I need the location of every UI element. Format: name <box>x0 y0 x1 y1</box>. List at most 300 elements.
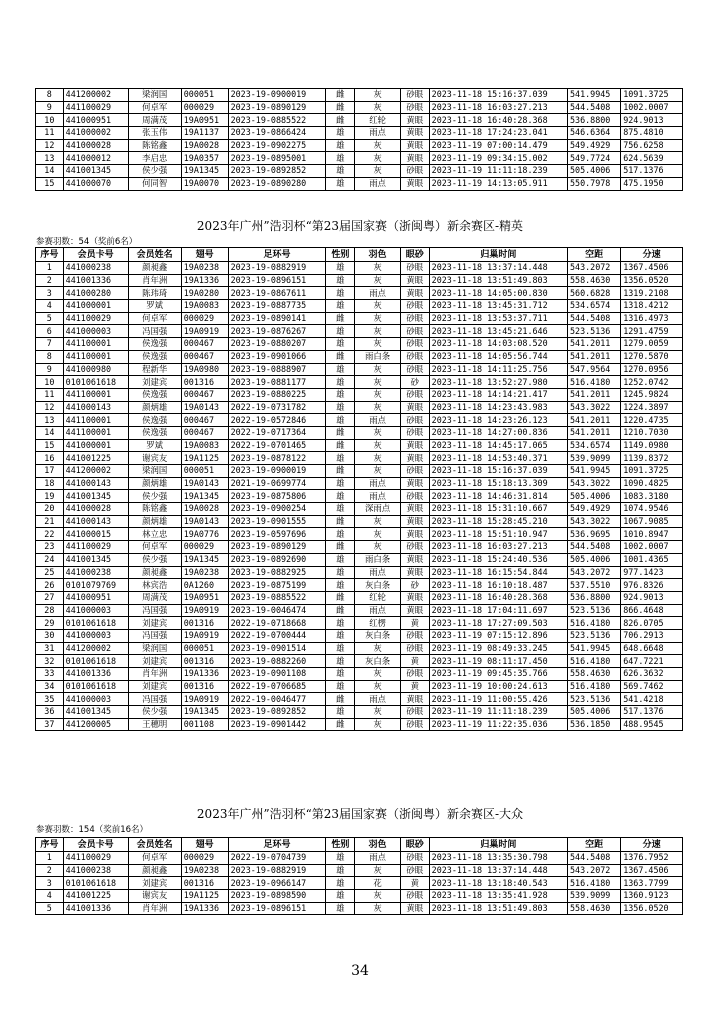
table-row <box>36 152 683 165</box>
cell-arrival-time: 2023-11-18 13:35:41.928 <box>429 890 567 903</box>
cell-sex: 雄 <box>326 401 355 414</box>
cell-arrival-time: 2023-11-18 15:16:37.039 <box>429 89 567 102</box>
cell-wing-no: 19A1336 <box>181 902 228 915</box>
cell-sex: 雄 <box>326 490 355 503</box>
cell-wing-no: 19A0357 <box>181 152 228 165</box>
cell-color: 灰 <box>355 338 401 351</box>
table-row <box>36 668 683 681</box>
cell-color: 灰 <box>355 515 401 528</box>
cell-arrival-time: 2023-11-18 14:05:56.744 <box>429 350 567 363</box>
cell-rank: 24 <box>36 553 64 566</box>
cell-speed: 1363.7799 <box>621 877 683 890</box>
cell-member-id: 0101061618 <box>63 376 128 389</box>
cell-ring-no: 2023-19-0890280 <box>228 177 326 190</box>
cell-speed: 626.3632 <box>621 668 683 681</box>
cell-sex: 雄 <box>326 127 355 140</box>
cell-speed: 1091.3725 <box>621 465 683 478</box>
cell-sex: 雌 <box>326 89 355 102</box>
cell-member-id: 441000143 <box>63 477 128 490</box>
header-member-id: 会员卡号 <box>63 838 128 852</box>
cell-distance: 534.6574 <box>567 300 620 313</box>
cell-color: 灰 <box>355 864 401 877</box>
cell-member-id: 441000238 <box>63 262 128 275</box>
cell-sex: 雄 <box>326 300 355 313</box>
cell-arrival-time: 2023-11-18 16:03:27.213 <box>429 101 567 114</box>
cell-rank: 26 <box>36 579 64 592</box>
header-member-id: 会员卡号 <box>63 248 128 262</box>
cell-rank: 16 <box>36 452 64 465</box>
cell-sex: 雄 <box>326 579 355 592</box>
cell-sex: 雄 <box>326 376 355 389</box>
cell-distance: 549.4929 <box>567 503 620 516</box>
cell-distance: 541.2011 <box>567 426 620 439</box>
header-arrival-time: 归巢时间 <box>429 248 567 262</box>
cell-wing-no: 19A0028 <box>181 139 228 152</box>
cell-color: 灰 <box>355 388 401 401</box>
cell-arrival-time: 2023-11-18 17:27:09.503 <box>429 617 567 630</box>
cell-arrival-time: 2023-11-18 17:24:23.041 <box>429 127 567 140</box>
cell-member-name: 梁润国 <box>128 642 181 655</box>
cell-member-name: 冯国强 <box>128 325 181 338</box>
cell-eye: 黄眼 <box>400 139 429 152</box>
cell-member-name: 林宾浩 <box>128 579 181 592</box>
cell-arrival-time: 2023-11-18 14:46:31.814 <box>429 490 567 503</box>
table-row <box>36 629 683 642</box>
header-color: 羽色 <box>355 838 401 852</box>
cell-rank: 29 <box>36 617 64 630</box>
cell-color: 灰 <box>355 325 401 338</box>
header-color: 羽色 <box>355 248 401 262</box>
cell-ring-no: 2023-19-0896151 <box>228 902 326 915</box>
cell-member-name: 冯国强 <box>128 629 181 642</box>
cell-color: 灰 <box>355 274 401 287</box>
cell-sex: 雄 <box>326 287 355 300</box>
cell-wing-no: 19A0143 <box>181 515 228 528</box>
table-row <box>36 350 683 363</box>
cell-arrival-time: 2023-11-18 13:51:49.803 <box>429 902 567 915</box>
table-row <box>36 617 683 630</box>
table-row <box>36 718 683 731</box>
cell-rank: 3 <box>36 877 64 890</box>
cell-sex: 雄 <box>326 890 355 903</box>
cell-eye: 砂眼 <box>400 426 429 439</box>
cell-distance: 536.8800 <box>567 591 620 604</box>
cell-arrival-time: 2023-11-18 13:51:49.803 <box>429 274 567 287</box>
header-speed: 分速 <box>621 838 683 852</box>
cell-eye: 砂眼 <box>400 629 429 642</box>
cell-ring-no: 2023-19-0901066 <box>228 350 326 363</box>
cell-sex: 雄 <box>326 864 355 877</box>
table-row <box>36 503 683 516</box>
cell-sex: 雄 <box>326 177 355 190</box>
cell-speed: 1245.9824 <box>621 388 683 401</box>
cell-rank: 3 <box>36 287 64 300</box>
cell-color: 灰白条 <box>355 655 401 668</box>
cell-sex: 雄 <box>326 274 355 287</box>
cell-speed: 569.7462 <box>621 680 683 693</box>
cell-eye: 砂眼 <box>400 465 429 478</box>
cell-speed: 1002.0007 <box>621 101 683 114</box>
table-row <box>36 604 683 617</box>
cell-eye: 黄眼 <box>400 566 429 579</box>
cell-sex: 雄 <box>326 528 355 541</box>
cell-speed: 517.1376 <box>621 706 683 719</box>
cell-arrival-time: 2023-11-18 16:10:18.487 <box>429 579 567 592</box>
cell-distance: 539.9099 <box>567 452 620 465</box>
cell-member-id: 441000070 <box>63 177 128 190</box>
cell-sex: 雄 <box>326 414 355 427</box>
cell-wing-no: 19A0951 <box>181 591 228 604</box>
cell-member-id: 441000003 <box>63 325 128 338</box>
header-sex: 性别 <box>326 248 355 262</box>
cell-rank: 4 <box>36 300 64 313</box>
cell-arrival-time: 2023-11-18 15:51:10.947 <box>429 528 567 541</box>
cell-eye: 砂眼 <box>400 101 429 114</box>
cell-rank: 28 <box>36 604 64 617</box>
cell-eye: 黄眼 <box>400 452 429 465</box>
table-row <box>36 114 683 127</box>
cell-color: 雨点 <box>355 566 401 579</box>
cell-distance: 560.6828 <box>567 287 620 300</box>
cell-sex: 雄 <box>326 503 355 516</box>
cell-arrival-time: 2023-11-18 14:45:17.065 <box>429 439 567 452</box>
cell-wing-no: 001316 <box>181 617 228 630</box>
cell-member-id: 441100029 <box>63 312 128 325</box>
cell-speed: 924.9013 <box>621 591 683 604</box>
cell-eye: 黄眼 <box>400 287 429 300</box>
cell-eye: 砂眼 <box>400 490 429 503</box>
cell-arrival-time: 2023-11-19 11:11:18.239 <box>429 165 567 178</box>
cell-speed: 1083.3180 <box>621 490 683 503</box>
cell-wing-no: 19A1345 <box>181 165 228 178</box>
cell-distance: 534.6574 <box>567 439 620 452</box>
table-row <box>36 388 683 401</box>
cell-sex: 雌 <box>326 515 355 528</box>
cell-eye: 黄 <box>400 617 429 630</box>
cell-eye: 砂眼 <box>400 312 429 325</box>
table-row <box>36 515 683 528</box>
table-row <box>36 376 683 389</box>
cell-arrival-time: 2023-11-19 08:49:33.245 <box>429 642 567 655</box>
cell-arrival-time: 2023-11-18 16:15:54.844 <box>429 566 567 579</box>
cell-color: 红楞 <box>355 617 401 630</box>
cell-wing-no: 19A0919 <box>181 693 228 706</box>
cell-color: 雨点 <box>355 414 401 427</box>
cell-arrival-time: 2023-11-18 14:05:00.830 <box>429 287 567 300</box>
cell-eye: 黄眼 <box>400 528 429 541</box>
cell-sex: 雄 <box>326 452 355 465</box>
cell-rank: 18 <box>36 477 64 490</box>
cell-distance: 505.4006 <box>567 165 620 178</box>
cell-speed: 1360.9123 <box>621 890 683 903</box>
cell-member-name: 侯少强 <box>128 165 181 178</box>
cell-rank: 10 <box>36 376 64 389</box>
cell-member-name: 侯逸强 <box>128 414 181 427</box>
cell-rank: 9 <box>36 363 64 376</box>
cell-member-name: 陈玮琦 <box>128 287 181 300</box>
cell-color: 灰 <box>355 706 401 719</box>
cell-color: 深雨点 <box>355 503 401 516</box>
cell-wing-no: 000029 <box>181 541 228 554</box>
cell-member-id: 441100029 <box>63 541 128 554</box>
cell-wing-no: 19A0238 <box>181 864 228 877</box>
cell-distance: 543.3022 <box>567 401 620 414</box>
cell-ring-no: 2023-19-0866424 <box>228 127 326 140</box>
cell-sex: 雄 <box>326 165 355 178</box>
cell-speed: 826.0705 <box>621 617 683 630</box>
cell-ring-no: 2023-19-0895001 <box>228 152 326 165</box>
cell-ring-no: 2023-19-0966147 <box>228 877 326 890</box>
cell-color: 灰 <box>355 312 401 325</box>
cell-distance: 505.4006 <box>567 706 620 719</box>
cell-sex: 雄 <box>326 325 355 338</box>
cell-distance: 544.5408 <box>567 312 620 325</box>
cell-color: 灰 <box>355 376 401 389</box>
cell-wing-no: 19A1345 <box>181 553 228 566</box>
cell-sex: 雌 <box>326 718 355 731</box>
cell-sex: 雄 <box>326 629 355 642</box>
cell-color: 花 <box>355 877 401 890</box>
cell-ring-no: 2023-19-0880225 <box>228 388 326 401</box>
cell-color: 灰 <box>355 902 401 915</box>
cell-sex: 雌 <box>326 591 355 604</box>
cell-member-id: 441000238 <box>63 566 128 579</box>
cell-member-id: 441000001 <box>63 300 128 313</box>
cell-speed: 1367.4506 <box>621 864 683 877</box>
cell-member-id: 441001345 <box>63 706 128 719</box>
cell-color: 灰 <box>355 139 401 152</box>
cell-wing-no: 19A0238 <box>181 566 228 579</box>
cell-distance: 516.4180 <box>567 680 620 693</box>
cell-member-name: 周满茂 <box>128 114 181 127</box>
cell-eye: 砂眼 <box>400 890 429 903</box>
cell-member-name: 谢宾友 <box>128 890 181 903</box>
cell-rank: 25 <box>36 566 64 579</box>
cell-eye: 黄眼 <box>400 503 429 516</box>
cell-arrival-time: 2023-11-18 15:28:45.210 <box>429 515 567 528</box>
cell-member-id: 441000028 <box>63 503 128 516</box>
cell-sex: 雄 <box>326 877 355 890</box>
cell-color: 灰 <box>355 890 401 903</box>
cell-arrival-time: 2023-11-18 13:45:31.712 <box>429 300 567 313</box>
cell-distance: 516.4180 <box>567 655 620 668</box>
table-row <box>36 528 683 541</box>
cell-wing-no: 19A0919 <box>181 629 228 642</box>
cell-eye: 黄眼 <box>400 553 429 566</box>
cell-speed: 1316.4973 <box>621 312 683 325</box>
cell-color: 灰 <box>355 89 401 102</box>
cell-distance: 549.7724 <box>567 152 620 165</box>
cell-ring-no: 2022-19-0731782 <box>228 401 326 414</box>
table-row <box>36 363 683 376</box>
cell-rank: 4 <box>36 890 64 903</box>
cell-member-name: 侯逸强 <box>128 426 181 439</box>
table-row <box>36 706 683 719</box>
cell-wing-no: 001316 <box>181 680 228 693</box>
cell-color: 雨点 <box>355 127 401 140</box>
cell-distance: 543.3022 <box>567 515 620 528</box>
cell-arrival-time: 2023-11-18 15:31:10.667 <box>429 503 567 516</box>
cell-sex: 雌 <box>326 312 355 325</box>
cell-ring-no: 2023-19-0901555 <box>228 515 326 528</box>
cell-sex: 雌 <box>326 350 355 363</box>
cell-speed: 517.1376 <box>621 165 683 178</box>
cell-member-name: 颜炳雄 <box>128 477 181 490</box>
header-rank: 序号 <box>36 838 64 852</box>
cell-wing-no: 000051 <box>181 465 228 478</box>
cell-ring-no: 2023-19-0885522 <box>228 114 326 127</box>
cell-rank: 32 <box>36 655 64 668</box>
cell-speed: 924.9013 <box>621 114 683 127</box>
cell-rank: 17 <box>36 465 64 478</box>
cell-distance: 543.2072 <box>567 864 620 877</box>
cell-wing-no: 001108 <box>181 718 228 731</box>
cell-speed: 1067.9085 <box>621 515 683 528</box>
cell-eye: 砂眼 <box>400 668 429 681</box>
cell-distance: 541.9945 <box>567 465 620 478</box>
cell-wing-no: 000029 <box>181 312 228 325</box>
cell-wing-no: 19A0776 <box>181 528 228 541</box>
cell-eye: 砂眼 <box>400 414 429 427</box>
cell-eye: 黄眼 <box>400 591 429 604</box>
cell-wing-no: 000467 <box>181 338 228 351</box>
header-sex: 性别 <box>326 838 355 852</box>
cell-distance: 536.1850 <box>567 718 620 731</box>
table-row <box>36 300 683 313</box>
table-row <box>36 490 683 503</box>
cell-ring-no: 2023-19-0875806 <box>228 490 326 503</box>
cell-rank: 1 <box>36 262 64 275</box>
cell-member-name: 谢宾友 <box>128 452 181 465</box>
cell-wing-no: 19A0238 <box>181 262 228 275</box>
cell-arrival-time: 2023-11-18 16:40:28.368 <box>429 591 567 604</box>
cell-ring-no: 2023-19-0892690 <box>228 553 326 566</box>
cell-sex: 雄 <box>326 655 355 668</box>
cell-member-id: 441000012 <box>63 152 128 165</box>
cell-ring-no: 2023-19-0046474 <box>228 604 326 617</box>
cell-distance: 516.4180 <box>567 617 620 630</box>
cell-color: 灰 <box>355 101 401 114</box>
cell-member-id: 441000003 <box>63 629 128 642</box>
cell-color: 灰 <box>355 642 401 655</box>
cell-speed: 866.4648 <box>621 604 683 617</box>
results-table-elite <box>35 247 683 731</box>
cell-speed: 1002.0007 <box>621 541 683 554</box>
cell-ring-no: 2023-19-0867611 <box>228 287 326 300</box>
cell-sex: 雌 <box>326 604 355 617</box>
cell-rank: 12 <box>36 401 64 414</box>
cell-arrival-time: 2023-11-18 14:23:43.983 <box>429 401 567 414</box>
cell-color: 灰 <box>355 680 401 693</box>
cell-speed: 1224.3897 <box>621 401 683 414</box>
participant-count-elite: 参赛羽数：54（奖前6名） <box>36 237 138 247</box>
cell-speed: 1279.0059 <box>621 338 683 351</box>
cell-wing-no: 19A0083 <box>181 439 228 452</box>
cell-rank: 15 <box>36 439 64 452</box>
cell-distance: 541.9945 <box>567 642 620 655</box>
cell-sex: 雄 <box>326 152 355 165</box>
cell-arrival-time: 2023-11-19 11:22:35.036 <box>429 718 567 731</box>
cell-rank: 19 <box>36 490 64 503</box>
cell-distance: 558.4630 <box>567 902 620 915</box>
header-speed: 分速 <box>621 248 683 262</box>
cell-speed: 1074.9546 <box>621 503 683 516</box>
cell-sex: 雄 <box>326 642 355 655</box>
cell-member-id: 441001345 <box>63 165 128 178</box>
cell-distance: 505.4006 <box>567 490 620 503</box>
cell-eye: 黄 <box>400 877 429 890</box>
cell-sex: 雄 <box>326 388 355 401</box>
cell-eye: 砂眼 <box>400 363 429 376</box>
cell-member-id: 441100001 <box>63 338 128 351</box>
cell-member-id: 441000951 <box>63 591 128 604</box>
cell-speed: 475.1950 <box>621 177 683 190</box>
cell-ring-no: 2023-19-0900254 <box>228 503 326 516</box>
cell-wing-no: 000029 <box>181 852 228 865</box>
cell-wing-no: 000467 <box>181 414 228 427</box>
cell-distance: 558.4630 <box>567 668 620 681</box>
header-distance: 空距 <box>567 248 620 262</box>
cell-member-id: 441000001 <box>63 439 128 452</box>
cell-rank: 37 <box>36 718 64 731</box>
cell-member-name: 刘建宾 <box>128 655 181 668</box>
cell-color: 雨点 <box>355 490 401 503</box>
cell-speed: 624.5639 <box>621 152 683 165</box>
cell-color: 灰 <box>355 439 401 452</box>
cell-member-name: 刘建宾 <box>128 680 181 693</box>
cell-color: 灰 <box>355 165 401 178</box>
cell-ring-no: 2023-19-0876267 <box>228 325 326 338</box>
table-row <box>36 579 683 592</box>
cell-wing-no: 001316 <box>181 376 228 389</box>
cell-color: 红轮 <box>355 114 401 127</box>
cell-wing-no: 19A1345 <box>181 490 228 503</box>
cell-ring-no: 2023-19-0901514 <box>228 642 326 655</box>
section-title-elite: 2023年广州”浩羽杯“第23届国家赛（浙闽粤）新余赛区-精英 <box>196 219 524 233</box>
table-row <box>36 89 683 102</box>
cell-color: 雨点 <box>355 477 401 490</box>
header-ring-no: 足环号 <box>228 248 326 262</box>
table-row <box>36 465 683 478</box>
cell-wing-no: 19A0951 <box>181 114 228 127</box>
cell-speed: 1001.4365 <box>621 553 683 566</box>
cell-color: 灰 <box>355 426 401 439</box>
cell-wing-no: 000467 <box>181 388 228 401</box>
cell-member-id: 441000238 <box>63 864 128 877</box>
cell-eye: 砂眼 <box>400 338 429 351</box>
cell-color: 雨点 <box>355 287 401 300</box>
cell-member-id: 441000002 <box>63 127 128 140</box>
cell-member-id: 441200005 <box>63 718 128 731</box>
header-distance: 空距 <box>567 838 620 852</box>
table-row <box>36 338 683 351</box>
cell-eye: 砂眼 <box>400 852 429 865</box>
cell-ring-no: 2023-19-0900019 <box>228 465 326 478</box>
cell-eye: 砂 <box>400 579 429 592</box>
cell-eye: 砂眼 <box>400 388 429 401</box>
results-table-public <box>35 837 683 915</box>
table-row <box>36 553 683 566</box>
table-row <box>36 274 683 287</box>
cell-wing-no: 000467 <box>181 426 228 439</box>
cell-rank: 22 <box>36 528 64 541</box>
cell-arrival-time: 2023-11-18 13:18:40.543 <box>429 877 567 890</box>
cell-distance: 539.9099 <box>567 890 620 903</box>
cell-ring-no: 2023-19-0875199 <box>228 579 326 592</box>
table-row <box>36 177 683 190</box>
cell-speed: 647.7221 <box>621 655 683 668</box>
cell-ring-no: 2022-19-0701465 <box>228 439 326 452</box>
